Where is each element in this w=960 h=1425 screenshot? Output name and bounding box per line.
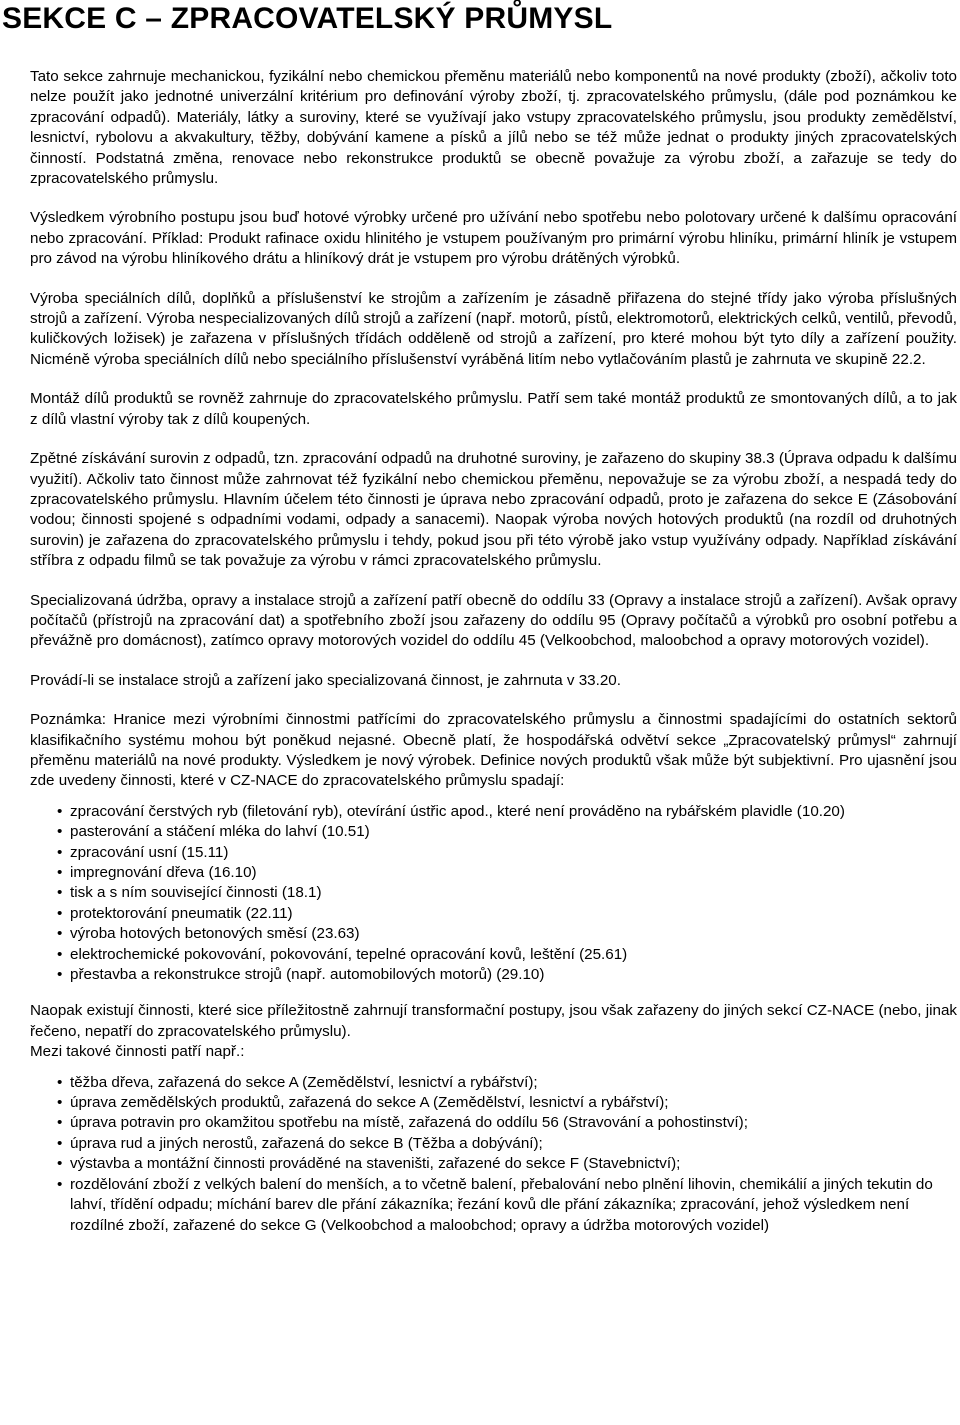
- paragraph-excluded-lead: Mezi takové činnosti patří např.:: [30, 1043, 245, 1061]
- paragraph-parts: Výroba speciálních dílů, doplňků a příslušenství ke strojům a zařízením je zásadně přiřazena do stejné třídy jako výroba příslušných strojů a zařízení. Výroba nespecializovaných dílů strojů a zařízení (např. motorů, pístů, elektromotorů, elektrických celků, ventilů, převodů, kuličkových ložisek) je zařazena v příslušných třídách odděleně od strojů a zařízení, pro které mohou být tyto díly a zařízení použity. Nicméně výroba speciálních dílů nebo speciálního příslušenství vyráběná litím nebo vytlačováním plastů je zahrnuta ve skupině 22.2.: [30, 289, 957, 368]
- list-item: • elektrochemické pokovování, pokovování, tepelné opracování kovů, leštění (25.61): [30, 945, 957, 965]
- list-item: • výroba hotových betonových směsí (23.63): [30, 924, 957, 944]
- paragraph-intro: Tato sekce zahrnuje mechanickou, fyzikální nebo chemickou přeměnu materiálů nebo komponentů na nové produkty (zboží), ačkoliv toto nelze použít jako jednotné univerzální kritérium pro definování výroby zboží, tj. zpracovatelského průmyslu, (dále pod poznámkou ke zpracování odpadů). Materiály, látky a suroviny, které se využívají jako vstupy zpracovatelského průmyslu, jsou produkty zemědělství, lesnictví, rybolovu a akvakultury, těžby, dobývání kamene a písků a jílů nebo se též může jednat o produkty jiných zpracovatelských činností. Podstatná změna, renovace nebo rekonstrukce produktů se obecně považuje za výrobu zboží, a zařazuje se tedy do zpracovatelského průmyslu.: [30, 68, 957, 188]
- list-item: • výstavba a montážní činnosti prováděné na staveništi, zařazené do sekce F (Stavebnictví);: [30, 1154, 957, 1174]
- paragraph-note: Poznámka: Hranice mezi výrobními činnostmi patřícími do zpracovatelského průmyslu a činnostmi spadajícími do ostatních sektorů klasifikačního systému mohou být poněkud nejasné. Obecně platí, že hospodářská odvětví sekce „Zpracovatelský průmysl“ zahrnují přeměnu materiálů na nové produkty. Výsledkem je nový výrobek. Definice nových produktů však může být subjektivní. Pro ujasnění jsou zde uvedeny činnosti, které v CZ-NACE do zpracovatelského průmyslu spadají:: [30, 711, 957, 790]
- list-item: • úprava rud a jiných nerostů, zařazená do sekce B (Těžba a dobývání);: [30, 1134, 957, 1154]
- paragraph-excluded-intro: Naopak existují činnosti, které sice příležitostně zahrnují transformační postupy, jsou však zařazeny do jiných sekcí CZ-NACE (nebo, jinak řečeno, nepatří do zpracovatelského průmyslu).: [30, 1002, 957, 1040]
- list-item: • pasterování a stáčení mléka do lahví (10.51): [30, 822, 957, 842]
- excluded-activities-list: [30, 1073, 957, 1236]
- paragraph-assembly: Montáž dílů produktů se rovněž zahrnuje do zpracovatelského průmyslu. Patří sem také montáž produktů ze smontovaných dílů, a to jak z dílů vlastní výroby tak z dílů koupených.: [30, 390, 957, 428]
- list-item: • zpracování usní (15.11): [30, 843, 957, 863]
- list-item: • impregnování dřeva (16.10): [30, 863, 957, 883]
- list-item: • přestavba a rekonstrukce strojů (např. automobilových motorů) (29.10): [30, 965, 957, 985]
- list-item: • úprava zemědělských produktů, zařazená do sekce A (Zemědělství, lesnictví a rybářství);: [30, 1093, 957, 1113]
- list-item: • úprava potravin pro okamžitou spotřebu na místě, zařazená do oddílu 56 (Stravování a pohostinství);: [30, 1113, 957, 1133]
- section-title: SEKCE C – ZPRACOVATELSKÝ PRŮMYSL: [2, 2, 613, 35]
- paragraph-recycling: Zpětné získávání surovin z odpadů, tzn. zpracování odpadů na druhotné suroviny, je zařazeno do skupiny 38.3 (Úprava odpadu k dalšímu využití). Ačkoliv tato činnost může zahrnovat též fyzikální nebo chemickou přeměnu, nepovažuje se za výrobu zboží, a nespadá tedy do zpracovatelského průmyslu. Hlavním účelem této činnosti je úprava nebo zpracování odpadů, proto je zařazena do sekce E (Zásobování vodou; činnosti spojené s odpadními vodami, odpady a sanacemi). Naopak výroba nových hotových produktů (na rozdíl od druhotných surovin) je zařazena do zpracovatelského průmyslu i tehdy, pokud jsou při této výrobě jako vstup využívány odpady. Například získávání stříbra z odpadu filmů se tak považuje za výrobu v rámci zpracovatelského průmyslu.: [30, 450, 957, 570]
- list-item: • tisk a s ním související činnosti (18.1): [30, 883, 957, 903]
- document-body: [30, 67, 957, 1252]
- paragraph-results: Výsledkem výrobního postupu jsou buď hotové výrobky určené pro užívání nebo spotřebu nebo polotovary určené k dalšímu opracování nebo zpracování. Příklad: Produkt rafinace oxidu hlinitého je vstupem používaným pro primární výrobu hliníku, primární hliník je vstupem pro závod na výrobu hliníkového drátu a hliníkový drát je vstupem pro výrobu drátěných výrobků.: [30, 209, 957, 268]
- list-item: • rozdělování zboží z velkých balení do menších, a to včetně balení, přebalování nebo plnění lihovin, chemikálií a jiných tekutin do lahví, třídění odpadu; míchání barev dle přání zákazníka; řezání kovů dle přání zákazníka; zpracování, jehož výsledkem není rozdílné zboží, zařazené do sekce G (Velkoobchod a maloobchod; opravy a údržba motorových vozidel): [30, 1175, 957, 1236]
- list-item: • těžba dřeva, zařazená do sekce A (Zemědělství, lesnictví a rybářství);: [30, 1073, 957, 1093]
- list-item: • zpracování čerstvých ryb (filetování ryb), otevírání ústřic apod., které není prováděno na rybářském plavidle (10.20): [30, 802, 957, 822]
- list-item: • protektorování pneumatik (22.11): [30, 904, 957, 924]
- included-activities-list: [30, 802, 957, 986]
- paragraph-installation: Provádí-li se instalace strojů a zařízení jako specializovaná činnost, je zahrnuta v 33.20.: [30, 671, 621, 689]
- paragraph-maintenance: Specializovaná údržba, opravy a instalace strojů a zařízení patří obecně do oddílu 33 (Opravy a instalace strojů a zařízení). Avšak opravy počítačů (přístrojů na zpracování dat) a spotřebního zboží jsou zařazeny do oddílu 95 (Opravy počítačů a výrobků pro osobní potřebu a převážně pro domácnost), zatímco opravy motorových vozidel do oddílu 45 (Velkoobchod, maloobchod a opravy motorových vozidel).: [30, 591, 957, 650]
